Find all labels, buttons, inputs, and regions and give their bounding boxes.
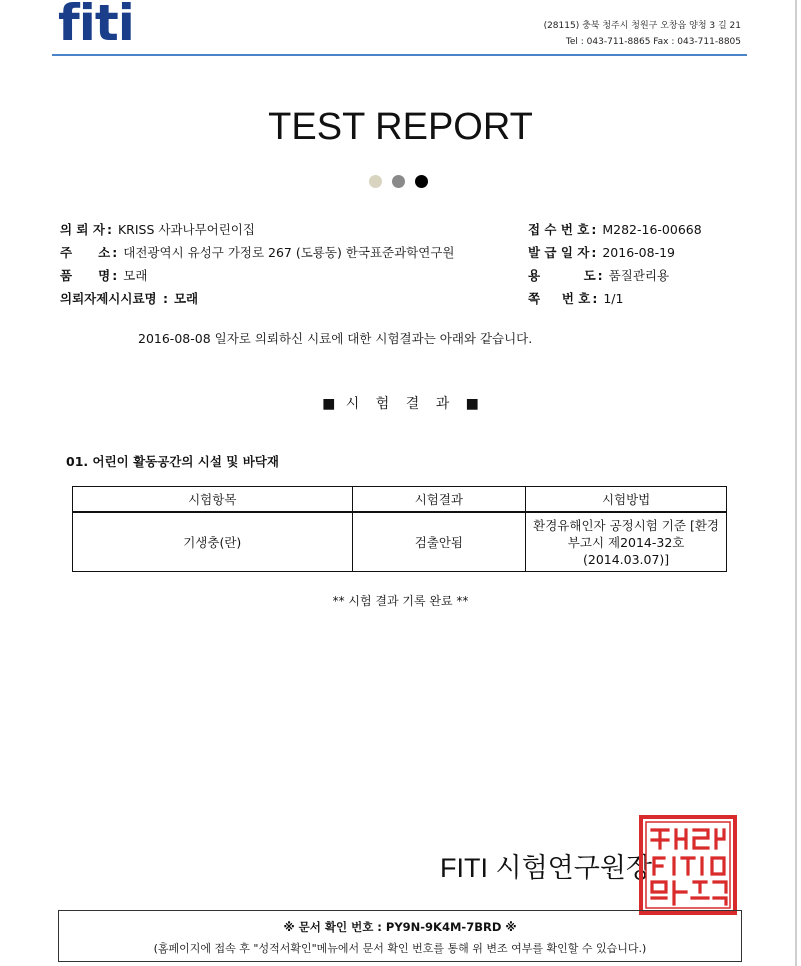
address-value: 대전광역시 유성구 가정로 267 (도룡동) 한국표준과학연구원 xyxy=(123,245,455,260)
header-test-method: 시험방법 xyxy=(526,487,727,513)
dot-light xyxy=(369,175,382,188)
header-test-result: 시험결과 xyxy=(352,487,526,513)
results-table xyxy=(72,486,727,572)
issue-date-value: 2016-08-19 xyxy=(602,245,676,260)
info-row-purpose: 용 도 : 품질관리용 xyxy=(528,264,702,287)
sample-value: 모래 xyxy=(173,291,199,306)
square-marker-right: ■ xyxy=(465,396,479,412)
info-row-page: 쪽 번 호 : 1/1 xyxy=(528,287,702,310)
table-row xyxy=(73,512,727,572)
client-info xyxy=(60,218,454,310)
cell-test-item: 기생충(란) xyxy=(73,512,353,572)
verification-instructions: (홈페이지에 접속 후 "성적서확인"메뉴에서 문서 확인 번호를 통해 위 변조 여부를 확인할 수 있습니다.) xyxy=(153,942,647,955)
info-row-sample: 의뢰자제시시료명 : 모래 xyxy=(60,287,454,310)
table-header-row xyxy=(73,487,727,513)
official-seal-stamp xyxy=(638,814,738,916)
cell-test-result: 검출안됨 xyxy=(352,512,526,572)
client-value: KRISS 사과나무어린이집 xyxy=(117,222,255,237)
report-title: TEST REPORT xyxy=(268,106,533,148)
issue-date-label: 발 급 일 자 xyxy=(528,245,590,260)
product-label: 품 명 xyxy=(60,268,111,283)
signer-name: FITI 시험연구원장 xyxy=(440,853,652,883)
page-value: 1/1 xyxy=(603,291,624,306)
verification-code: ※ 문서 확인 번호 : PY9N-9K4M-7BRD ※ xyxy=(283,920,517,934)
client-label: 의 뢰 자 xyxy=(60,222,105,237)
fiti-logo xyxy=(58,0,183,53)
square-marker-left: ■ xyxy=(322,396,336,412)
header-divider xyxy=(52,54,747,56)
document-verification-box xyxy=(58,910,742,962)
fiti-logo-mark xyxy=(58,0,183,46)
receipt-info xyxy=(528,218,702,310)
info-row-product: 품 명 : 모래 xyxy=(60,264,454,287)
info-row-address: 주 소 : 대전광역시 유성구 가정로 267 (도룡동) 한국표준과학연구원 xyxy=(60,241,454,264)
info-row-receipt-no: 접 수 번 호 : M282-16-00668 xyxy=(528,218,702,241)
svg-text:fiti: fiti xyxy=(58,0,134,46)
header-address: (28115) 충북 청주시 청원구 오창읍 양청 3 길 21 xyxy=(543,21,741,31)
product-value: 모래 xyxy=(123,268,148,283)
receipt-no-label: 접 수 번 호 xyxy=(528,222,590,237)
page-label: 쪽 번 호 xyxy=(528,291,591,306)
dot-gray xyxy=(392,175,405,188)
sample-label: 의뢰자제시시료명 xyxy=(60,291,157,306)
address-label: 주 소 xyxy=(60,245,111,260)
purpose-value: 품질관리용 xyxy=(608,268,670,283)
title-dots xyxy=(369,175,428,188)
receipt-no-value: M282-16-00668 xyxy=(602,222,702,237)
completion-note: ** 시험 결과 기록 완료 ** xyxy=(332,594,469,608)
info-row-client: 의 뢰 자 : KRISS 사과나무어린이집 xyxy=(60,218,454,241)
section-title: 시 험 결 과 xyxy=(345,396,456,412)
purpose-label: 용 도 xyxy=(528,268,596,283)
header-contact: Tel : 043-711-8865 Fax : 043-711-8805 xyxy=(565,37,741,47)
header-address-block xyxy=(544,18,741,50)
section-heading xyxy=(0,393,801,413)
subsection-title: 01. 어린이 활동공간의 시설 및 바닥재 xyxy=(66,454,279,469)
cell-test-method: 환경유해인자 공정시험 기준 [환경부고시 제2014-32호 (2014.03.07)] xyxy=(526,512,727,572)
info-row-issue-date: 발 급 일 자 : 2016-08-19 xyxy=(528,241,702,264)
dot-black xyxy=(415,175,428,188)
header-test-item: 시험항목 xyxy=(73,487,353,513)
intro-sentence: 2016-08-08 일자로 의뢰하신 시료에 대한 시험결과는 아래와 같습니다. xyxy=(138,331,533,346)
